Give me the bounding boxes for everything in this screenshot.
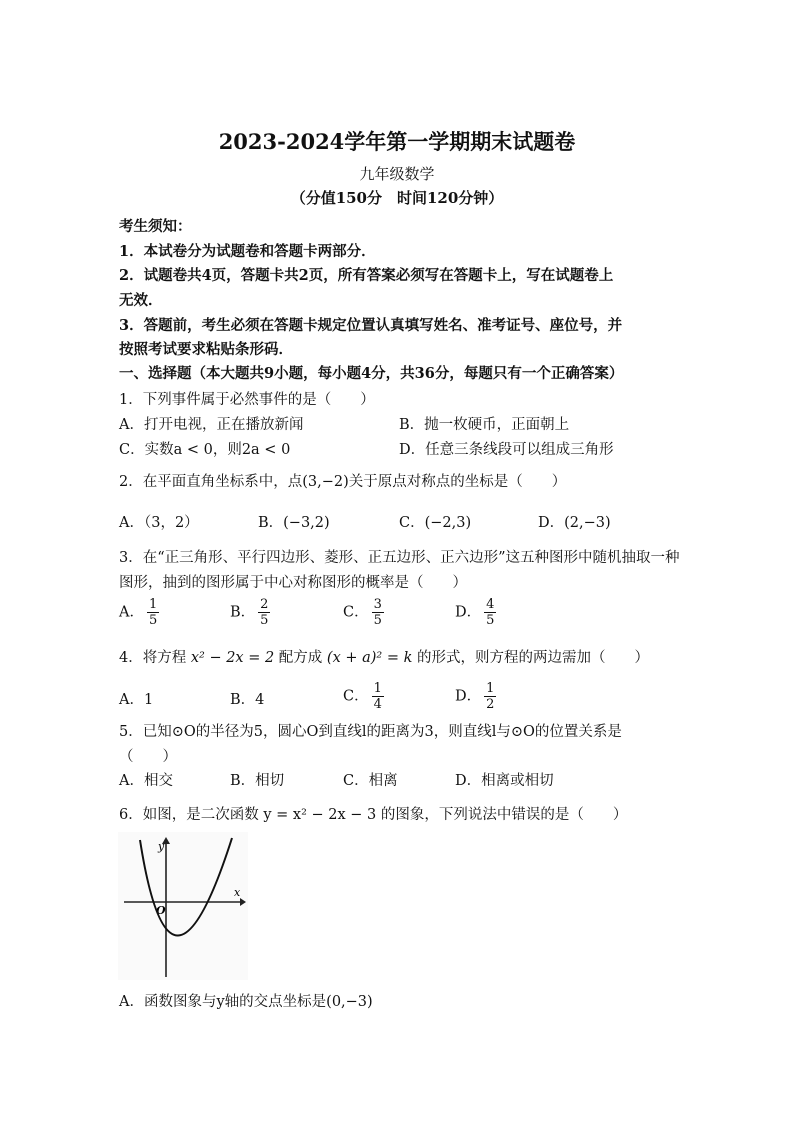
question-3-stem-a: 3．在“正三角形、平行四边形、菱形、正五边形、正六边形”这五种图形中随机抽取一种 bbox=[119, 550, 680, 566]
notice-item-2b: 无效． bbox=[119, 292, 163, 309]
q1-option-b: B．抛一枚硬币，正面朝上 bbox=[399, 417, 570, 433]
q3-option-a: A． $\frac{1}{5}$ bbox=[119, 597, 158, 628]
score-time-line: （分值150分 时间120分钟） bbox=[290, 189, 504, 207]
question-2-stem: 2．在平面直角坐标系中，点(3,−2)关于原点对称点的坐标是（ ） bbox=[119, 474, 567, 490]
q4-option-c: C． $\frac{1}{4}$ bbox=[343, 681, 382, 712]
graph-x-label: x bbox=[234, 886, 241, 899]
parabola-graph bbox=[118, 832, 248, 980]
q2-option-b: B．(−3,2) bbox=[258, 515, 330, 531]
q3-option-b: B． $\frac{2}{5}$ bbox=[230, 597, 269, 628]
q4-option-d: D． $\frac{1}{2}$ bbox=[455, 681, 495, 712]
section-heading: 一、选择题（本大题共9小题，每小题4分，共36分，每题只有一个正确答案） bbox=[119, 365, 624, 382]
notice-item-1: 1．本试卷分为试题卷和答题卡两部分． bbox=[119, 243, 376, 260]
notice-heading: 考生须知： bbox=[119, 218, 192, 235]
notice-item-2a: 2．试题卷共4页，答题卡共2页，所有答案必须写在答题卡上，写在试题卷上 bbox=[119, 267, 614, 284]
q4-equation-1: x² − 2x = 2 bbox=[190, 650, 275, 666]
subject-line: 九年级数学 bbox=[359, 165, 435, 183]
q6-option-a: A．函数图象与y轴的交点坐标是(0,−3) bbox=[119, 994, 373, 1010]
q2-option-d: D．(2,−3) bbox=[538, 515, 611, 531]
q4-option-a: A．1 bbox=[119, 692, 154, 708]
q1-option-c: C．实数a < 0，则2a < 0 bbox=[119, 442, 291, 458]
q1-option-a: A．打开电视，正在播放新闻 bbox=[119, 417, 304, 433]
q3-option-c: C． $\frac{3}{5}$ bbox=[343, 597, 382, 628]
q3-option-d: D． $\frac{4}{5}$ bbox=[455, 597, 495, 628]
notice-item-3b: 按照考试要求粘贴条形码． bbox=[119, 341, 293, 358]
q5-option-a: A．相交 bbox=[119, 773, 173, 789]
question-1-stem: 1．下列事件属于必然事件的是（ ） bbox=[119, 392, 375, 408]
question-6-stem: 6．如图，是二次函数 y = x² − 2x − 3 的图象，下列说法中错误的是（ ） bbox=[119, 807, 628, 823]
q2-option-c: C．(−2,3) bbox=[399, 515, 472, 531]
question-3-stem-b: 图形，抽到的图形属于中心对称图形的概率是（ ） bbox=[119, 575, 467, 591]
notice-item-3a: 3．答题前，考生必须在答题卡规定位置认真填写姓名、准考证号、座位号，并 bbox=[119, 317, 623, 334]
page-title: 2023-2024学年第一学期期末试题卷 bbox=[218, 129, 576, 154]
graph-y-label: y bbox=[158, 840, 165, 853]
q5-option-d: D．相离或相切 bbox=[455, 773, 554, 789]
q5-option-b: B．相切 bbox=[230, 773, 285, 789]
question-5-stem-b: （ ） bbox=[119, 749, 177, 765]
graph-origin-label: O bbox=[156, 904, 166, 917]
question-5-stem-a: 5．已知⊙O的半径为5，圆心O到直线l的距离为3，则直线l与⊙O的位置关系是 bbox=[119, 724, 622, 740]
q4-option-b: B．4 bbox=[230, 692, 265, 708]
question-4-stem: 4．将方程 x² − 2x = 2 配方成 (x + a)² = k 的形式，则方程的两边需加（ ） bbox=[119, 650, 650, 666]
q5-option-c: C．相离 bbox=[343, 773, 398, 789]
q4-equation-2: (x + a)² = k bbox=[326, 650, 413, 666]
graph-background bbox=[118, 832, 248, 980]
q2-option-a: A．（3，2） bbox=[119, 515, 199, 531]
q1-option-d: D．任意三条线段可以组成三角形 bbox=[399, 442, 614, 458]
